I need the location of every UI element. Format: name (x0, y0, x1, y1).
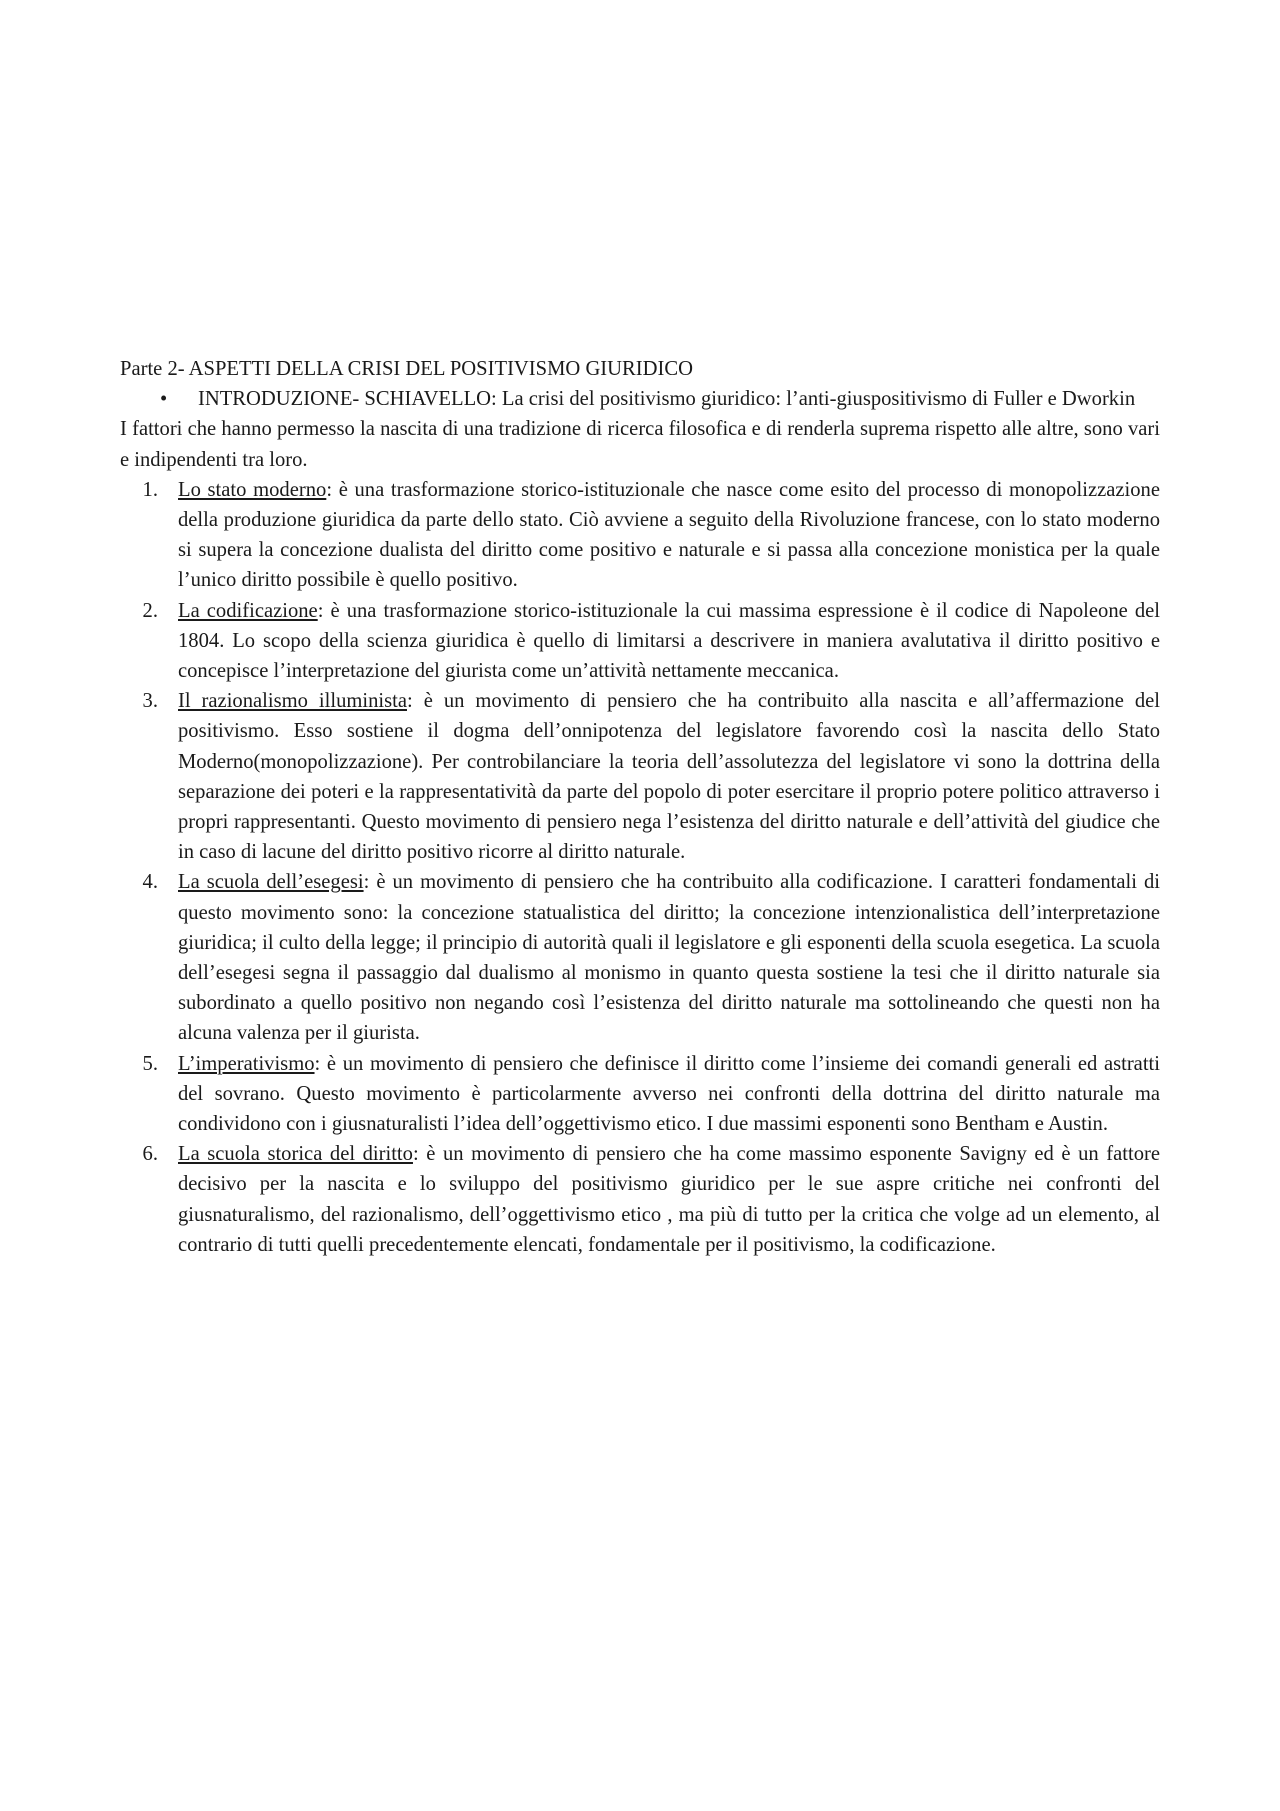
list-number: 2. (142, 599, 158, 622)
list-number: 5. (142, 1052, 158, 1075)
list-item-1 (120, 475, 1160, 596)
list-item-body (178, 1049, 1160, 1140)
list-item-text: : è un movimento di pensiero che ha contribuito alla codificazione. I caratteri fondamentali di questo movimento sono: la concezione statualistica del diritto; la concezione intenzionalistica dell’interpretazione giuridica; il culto della legge; il principio di autorità quali il legislatore e gli esponenti della scuola esegetica. La scuola dell’esegesi segna il passaggio dal dualismo al monismo in quanto questa sostiene la tesi che il diritto naturale sia subordinato a quello positivo non negando così l’esistenza del diritto naturale ma sottolineando che questi non ha alcuna valenza per il giurista. (178, 871, 1160, 1045)
list-item-text: : è un movimento di pensiero che ha come massimo esponente Savigny ed è un fattore decisivo per la nascita e lo sviluppo del positivismo giuridico per le sue aspre critiche nei confronti del giusnaturalismo, del razionalismo, dell’oggettivismo etico , ma più di tutto per la critica che volge ad un elemento, al contrario di tutti quelli precedentemente elencati, fondamentale per il positivismo, la codificazione. (178, 1143, 1160, 1256)
list-number: 1. (142, 478, 158, 501)
list-item-term: L’imperativismo (178, 1052, 315, 1075)
list-item-body (178, 686, 1160, 867)
list-item-body (178, 475, 1160, 596)
list-item-3 (120, 686, 1160, 867)
list-item-term: La codificazione (178, 599, 318, 622)
list-item-body (178, 867, 1160, 1048)
list-item-body (178, 1139, 1160, 1260)
bullet-item-introduction (120, 384, 1160, 414)
list-item-text: : è un movimento di pensiero che ha contribuito alla nascita e all’affermazione del positivismo. Esso sostiene il dogma dell’onnipotenza del legislatore favorendo così la nascita dello Stato Moderno(monopolizzazione). Per controbilanciare la teoria dell’assolutezza del legislatore vi sono la dottrina della separazione dei poteri e la rappresentatività da parte del popolo di poter esercitare il proprio potere politico attraverso i propri rappresentanti. Questo movimento di pensiero nega l’esistenza del diritto naturale e dell’attività del giudice che in caso di lacune del diritto positivo ricorre al diritto naturale. (178, 690, 1160, 864)
bullet-icon: • (160, 388, 168, 411)
factors-list (120, 475, 1160, 1260)
section-heading: Parte 2- ASPETTI DELLA CRISI DEL POSITIVISMO GIURIDICO (120, 358, 693, 380)
list-item-6 (120, 1139, 1160, 1260)
list-item-5 (120, 1049, 1160, 1140)
intro-paragraph: I fattori che hanno permesso la nascita di una tradizione di ricerca filosofica e di renderla suprema rispetto alle altre, sono vari e indipendenti tra loro. (120, 418, 1160, 471)
list-item-term: La scuola storica del diritto (178, 1143, 413, 1166)
list-item-4 (120, 867, 1160, 1048)
list-number: 6. (142, 1143, 158, 1166)
list-item-2 (120, 596, 1160, 687)
list-number: 3. (142, 690, 158, 713)
list-item-term: Il razionalismo illuminista (178, 690, 407, 713)
list-item-term: La scuola dell’esegesi (178, 871, 364, 894)
document-page (120, 354, 1160, 1260)
list-item-body (178, 596, 1160, 687)
list-item-text: : è una trasformazione storico-istituzionale che nasce come esito del processo di monopolizzazione della produzione giuridica da parte dello stato. Ciò avviene a seguito della Rivoluzione francese, con lo stato moderno si supera la concezione dualista del diritto come positivo e naturale e si passa alla concezione monistica per la quale l’unico diritto possibile è quello positivo. (178, 478, 1160, 592)
list-item-text: : è un movimento di pensiero che definisce il diritto come l’insieme dei comandi generali ed astratti del sovrano. Questo movimento è particolarmente avverso nei confronti della dottrina del diritto naturale ma condividono con i giusnaturalisti l’idea dell’oggettivismo etico. I due massimi esponenti sono Bentham e Austin. (178, 1052, 1160, 1136)
bullet-text: INTRODUZIONE- SCHIAVELLO: La crisi del positivismo giuridico: l’anti-giuspositivismo di Fuller e Dworkin (198, 388, 1136, 411)
list-number: 4. (142, 871, 158, 894)
list-item-term: Lo stato moderno (178, 478, 327, 501)
list-item-text: : è una trasformazione storico-istituzionale la cui massima espressione è il codice di Napoleone del 1804. Lo scopo della scienza giuridica è quello di limitarsi a descrivere in maniera avalutativa il diritto positivo e concepisce l’interpretazione del giurista come un’attività nettamente meccanica. (178, 599, 1161, 683)
